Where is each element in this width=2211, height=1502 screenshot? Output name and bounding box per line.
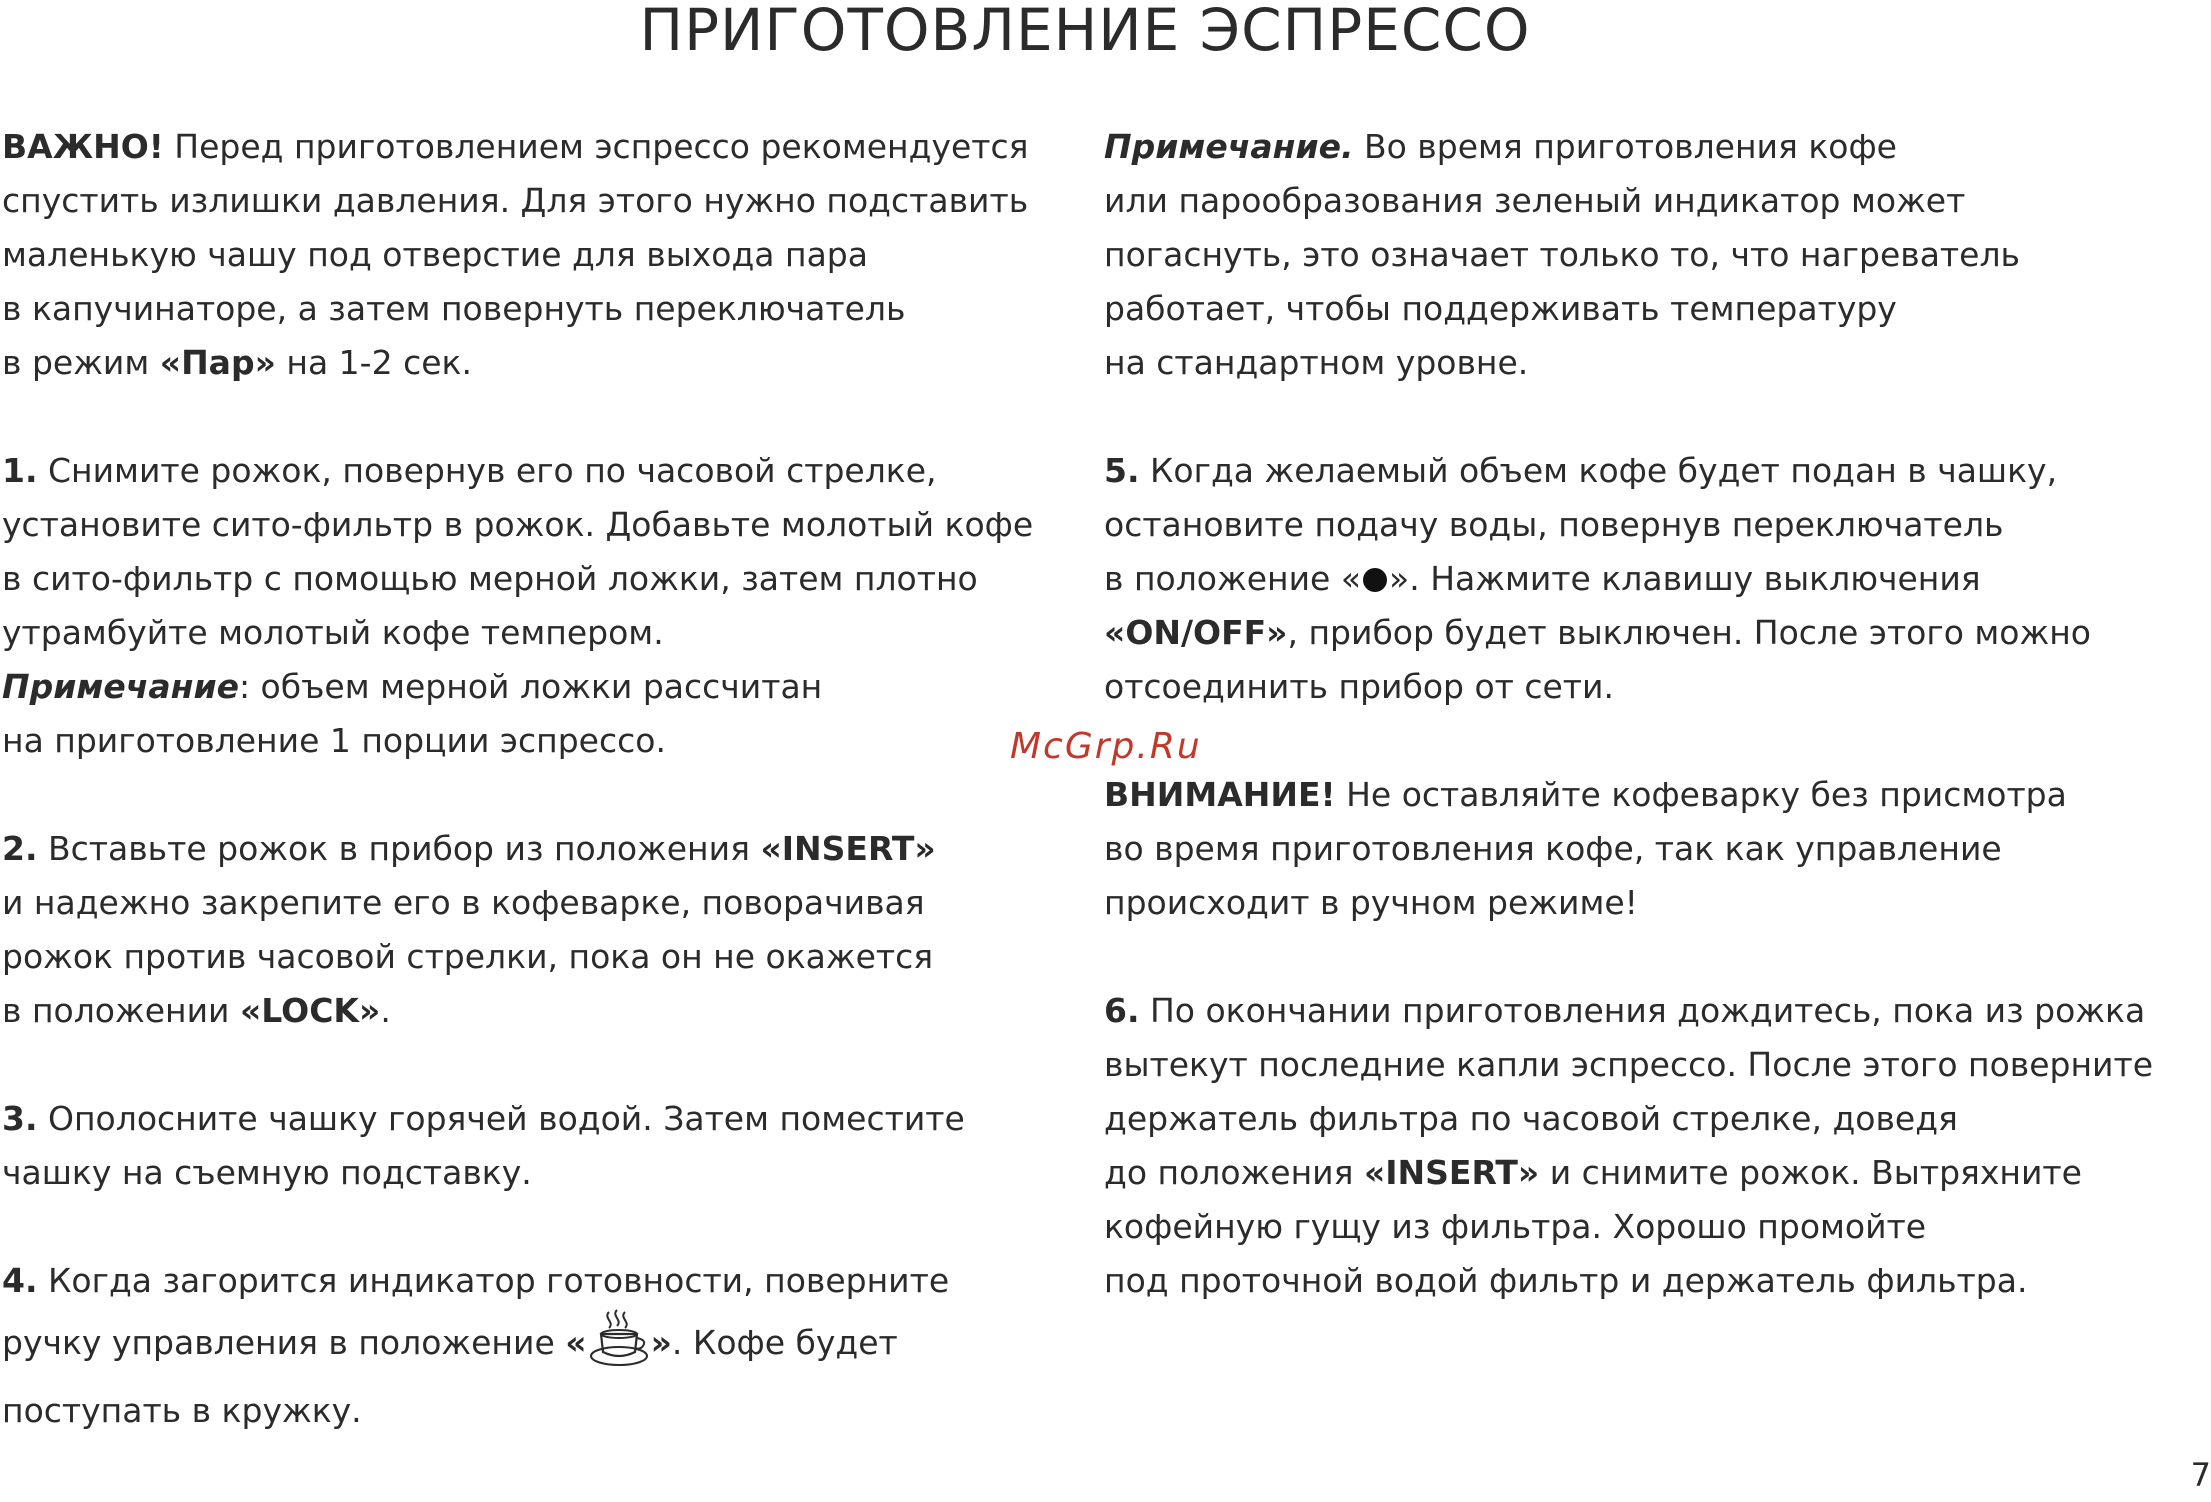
text-line: держатель фильтра по часовой стрелке, доведя: [1104, 1099, 1958, 1138]
coffee-cup-icon: [587, 1308, 651, 1384]
step-3: [2, 1092, 1072, 1200]
quote-open: «: [565, 1323, 587, 1362]
text-line: кофейную гущу из фильтра. Хорошо промойте: [1104, 1207, 1927, 1246]
text-line: вытекут последние капли эспрессо. После этого поверните: [1104, 1045, 2154, 1084]
text-line: под проточной водой фильтр и держатель фильтра.: [1104, 1261, 2028, 1300]
text-line: Ополосните чашку горячей водой. Затем поместите: [37, 1099, 965, 1138]
step-2: [2, 822, 1072, 1038]
text-line: ручку управления в положение: [2, 1323, 566, 1362]
text-line: Во время приготовления кофе: [1353, 127, 1897, 166]
text-line: и снимите рожок. Вытряхните: [1539, 1153, 2082, 1192]
lock-label: «LOCK»: [239, 991, 381, 1030]
text-line: , прибор будет выключен. После этого можно: [1287, 613, 2091, 652]
insert-label: «INSERT»: [760, 829, 936, 868]
text-line: установите сито-фильтр в рожок. Добавьте молотый кофе: [2, 505, 1034, 544]
text-line: в сито-фильтр с помощью мерной ложки, затем плотно: [2, 559, 978, 598]
text-line: Когда желаемый объем кофе будет подан в чашку,: [1139, 451, 2058, 490]
text-line: погаснуть, это означает только то, что нагреватель: [1104, 235, 2020, 274]
text-line: на приготовление 1 порции эспрессо.: [2, 721, 666, 760]
text-line: работает, чтобы поддерживать температуру: [1104, 289, 1897, 328]
text-line: и надежно закрепите его в кофеварке, поворачивая: [2, 883, 925, 922]
step-number: 2.: [2, 829, 38, 868]
text-line: или парообразования зеленый индикатор может: [1104, 181, 1966, 220]
left-column: [2, 120, 1072, 1492]
important-paragraph: [2, 120, 1072, 390]
text-line: Перед приготовлением эспрессо рекомендуется: [163, 127, 1029, 166]
warning-label: ВНИМАНИЕ!: [1104, 775, 1336, 814]
insert-label: «INSERT»: [1363, 1153, 1540, 1192]
step-number: 3.: [2, 1099, 38, 1138]
text-line: отсоединить прибор от сети.: [1104, 667, 1614, 706]
text-line: на стандартном уровне.: [1104, 343, 1529, 382]
step-5: [1104, 444, 2204, 714]
right-column: [1104, 120, 2204, 1362]
text-line: ». Нажмите клавишу выключения: [1389, 559, 1981, 598]
filled-circle-icon: [1363, 568, 1387, 592]
text-line: По окончании приготовления дождитесь, пока из рожка: [1139, 991, 2146, 1030]
right-note-paragraph: [1104, 120, 2204, 390]
text-line: в положении: [2, 991, 240, 1030]
important-label: ВАЖНО!: [2, 127, 164, 166]
step-1-note: [2, 660, 1072, 768]
step-number: 5.: [1104, 451, 1140, 490]
text-line: в положение «: [1104, 559, 1362, 598]
note-label: Примечание: [2, 667, 239, 706]
text-line: происходит в ручном режиме!: [1104, 883, 1638, 922]
text-line: .: [380, 991, 391, 1030]
steam-mode-label: «Пар»: [159, 343, 276, 382]
text-line: утрамбуйте молотый кофе темпером.: [2, 613, 664, 652]
text-line: остановите подачу воды, повернув переключатель: [1104, 505, 2004, 544]
text-line: . Кофе будет: [671, 1323, 898, 1362]
text-line: в режим: [2, 343, 160, 382]
text-line: Не оставляйте кофеварку без присмотра: [1335, 775, 2067, 814]
quote-close: »: [650, 1323, 672, 1362]
text-line: Снимите рожок, повернув его по часовой стрелке,: [37, 451, 937, 490]
text-line: Когда загорится индикатор готовности, поверните: [37, 1261, 950, 1300]
step-number: 1.: [2, 451, 38, 490]
text-line: до положения: [1104, 1153, 1364, 1192]
step-number: 4.: [2, 1261, 38, 1300]
text-line: чашку на съемную подставку.: [2, 1153, 532, 1192]
text-line: рожок против часовой стрелки, пока он не окажется: [2, 937, 934, 976]
text-line: поступать в кружку.: [2, 1391, 362, 1430]
step-1: [2, 444, 1072, 660]
step-number: 6.: [1104, 991, 1140, 1030]
note-label: Примечание.: [1104, 127, 1354, 166]
text-line: Вставьте рожок в прибор из положения: [37, 829, 761, 868]
text-line: на 1-2 сек.: [275, 343, 472, 382]
watermark: McGrp.Ru: [1010, 726, 1202, 767]
text-line: : объем мерной ложки рассчитан: [238, 667, 823, 706]
text-line: во время приготовления кофе, так как управление: [1104, 829, 2002, 868]
step-4: [2, 1254, 1072, 1438]
page-number: 7: [2190, 1456, 2211, 1494]
on-off-label: «ON/OFF»: [1104, 613, 1288, 652]
page-title: ПРИГОТОВЛЕНИЕ ЭСПРЕССО: [639, 0, 1531, 64]
text-line: в капучинаторе, а затем повернуть переключатель: [2, 289, 906, 328]
text-line: спустить излишки давления. Для этого нужно подставить: [2, 181, 1029, 220]
text-line: маленькую чашу под отверстие для выхода пара: [2, 235, 868, 274]
step-6: [1104, 984, 2204, 1308]
warning-paragraph: [1104, 768, 2204, 930]
